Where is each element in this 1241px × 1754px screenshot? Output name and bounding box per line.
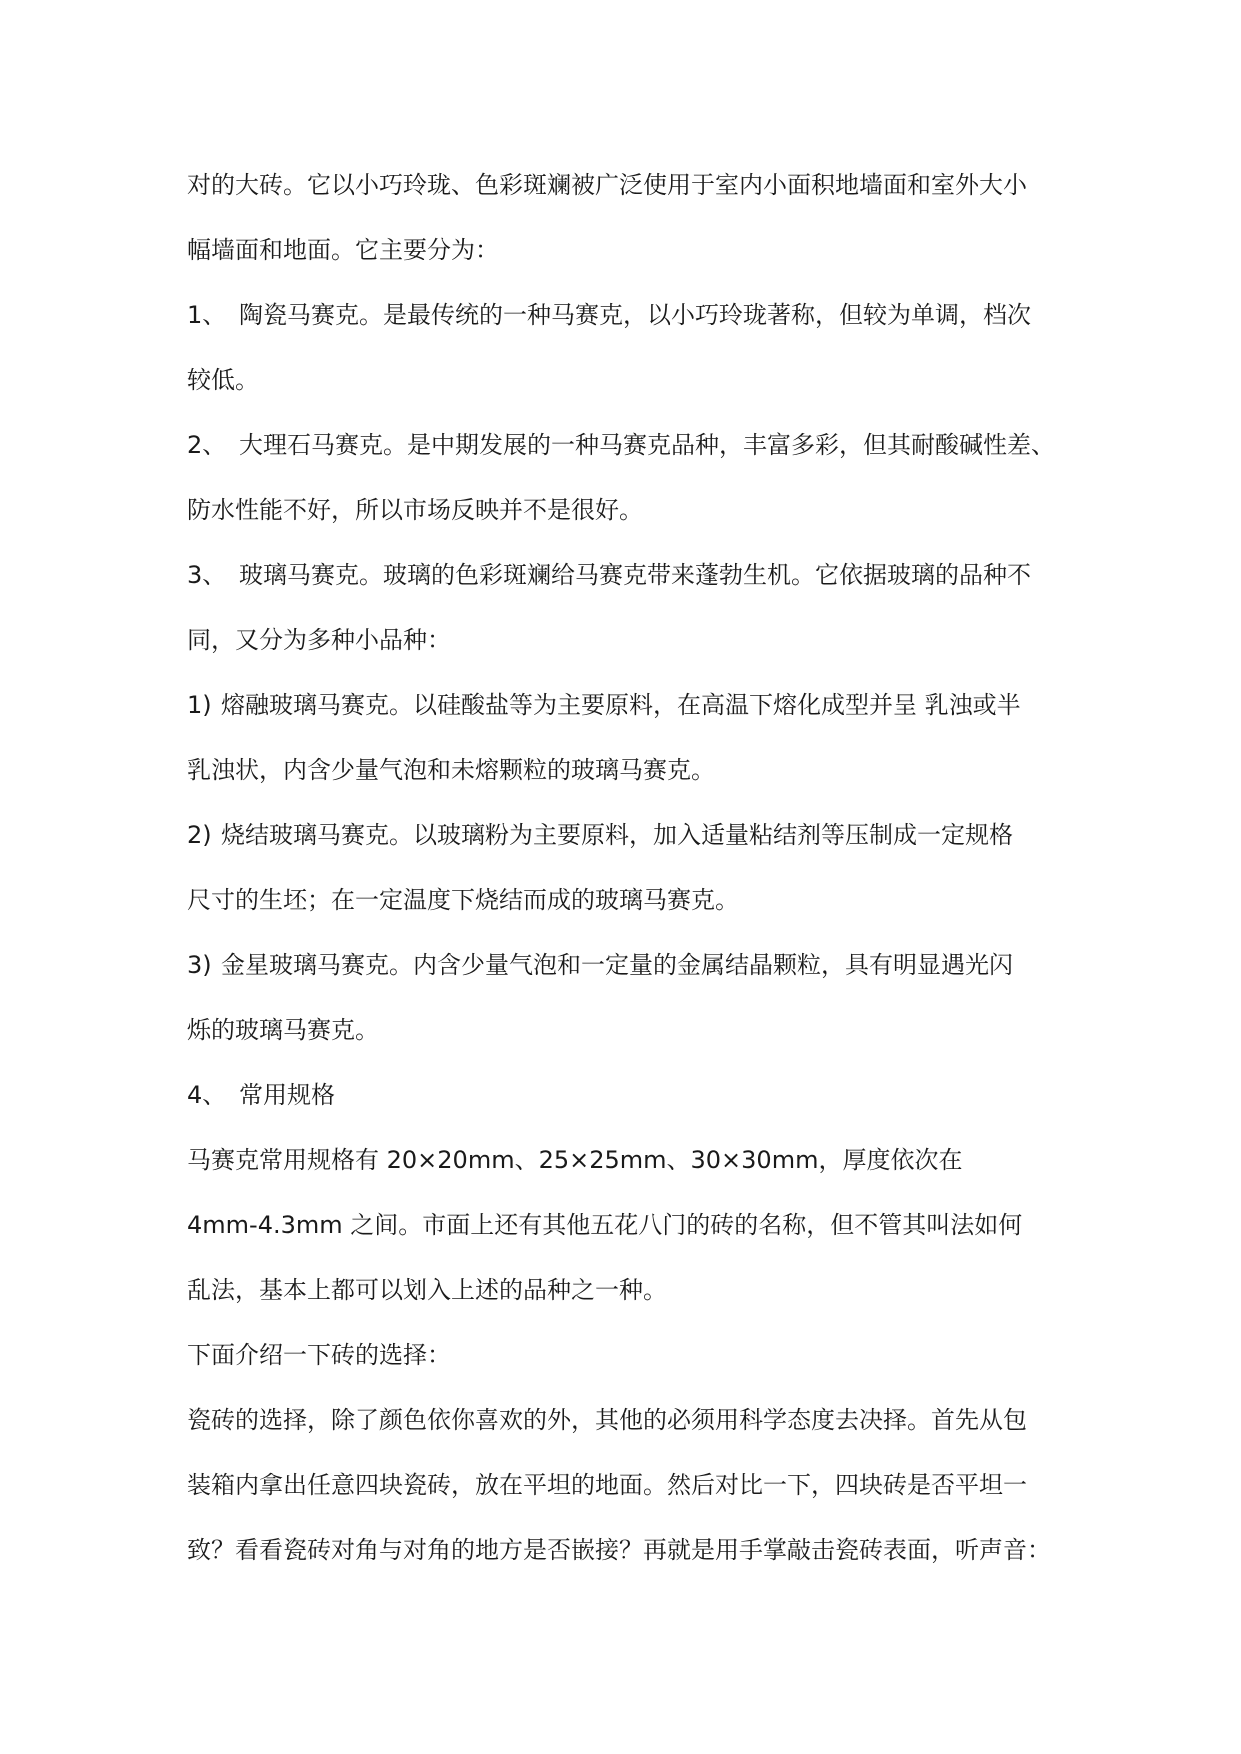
line-text: 金星玻璃马赛克。内含少量气泡和一定量的金属结晶颗粒，具有明显遇光闪 xyxy=(221,951,1013,979)
line-text: 烁的玻璃马赛克。 xyxy=(187,1016,379,1044)
line-text: 玻璃马赛克。玻璃的色彩斑斓给马赛克带来蓬勃生机。它依据玻璃的品种不 xyxy=(239,561,1031,589)
text-line xyxy=(187,1528,1067,1593)
text-line xyxy=(187,358,1067,423)
list-item xyxy=(187,423,1067,488)
line-text: 4mm-4.3mm 之间。市面上还有其他五花八门的砖的名称，但不管其叫法如何 xyxy=(187,1211,1023,1239)
list-item xyxy=(187,293,1067,358)
line-text: 陶瓷马赛克。是最传统的一种马赛克，以小巧玲珑著称，但较为单调，档次 xyxy=(239,301,1031,329)
line-text: 瓷砖的选择，除了颜色依你喜欢的外，其他的必须用科学态度去决择。首先从包 xyxy=(187,1406,1027,1434)
line-text: 尺寸的生坯；在一定温度下烧结而成的玻璃马赛克。 xyxy=(187,886,739,914)
text-line xyxy=(187,1138,1067,1203)
line-text: 马赛克常用规格有 20×20mm、25×25mm、30×30mm，厚度依次在 xyxy=(187,1146,963,1174)
list-number: 2) xyxy=(187,821,212,849)
line-text: 对的大砖。它以小巧玲珑、色彩斑斓被广泛使用于室内小面积地墙面和室外大小 xyxy=(187,171,1027,199)
line-text: 同，又分为多种小品种： xyxy=(187,626,451,654)
line-text: 防水性能不好，所以市场反映并不是很好。 xyxy=(187,496,643,524)
line-text: 乱法，基本上都可以划入上述的品种之一种。 xyxy=(187,1276,667,1304)
text-line xyxy=(187,488,1067,553)
line-text: 熔融玻璃马赛克。以硅酸盐等为主要原料，在高温下熔化成型并呈 乳浊或半 xyxy=(221,691,1021,719)
list-number: 1) xyxy=(187,691,212,719)
line-text: 大理石马赛克。是中期发展的一种马赛克品种，丰富多彩，但其耐酸碱性差、 xyxy=(239,431,1055,459)
text-line xyxy=(187,618,1067,683)
line-text: 装箱内拿出任意四块瓷砖，放在平坦的地面。然后对比一下，四块砖是否平坦一 xyxy=(187,1471,1027,1499)
line-text: 较低。 xyxy=(187,366,259,394)
line-text: 烧结玻璃马赛克。以玻璃粉为主要原料，加入适量粘结剂等压制成一定规格 xyxy=(221,821,1013,849)
list-number: 3) xyxy=(187,951,212,979)
list-item xyxy=(187,683,1067,748)
line-text: 常用规格 xyxy=(239,1081,335,1109)
line-text: 下面介绍一下砖的选择： xyxy=(187,1341,451,1369)
list-number: 1、 xyxy=(187,301,227,329)
text-line xyxy=(187,1463,1067,1528)
text-line xyxy=(187,1398,1067,1463)
text-line xyxy=(187,1008,1067,1073)
line-text: 幅墙面和地面。它主要分为： xyxy=(187,236,499,264)
line-text: 致？看看瓷砖对角与对角的地方是否嵌接？再就是用手掌敲击瓷砖表面，听声音： xyxy=(187,1536,1051,1564)
line-text: 乳浊状，内含少量气泡和未熔颗粒的玻璃马赛克。 xyxy=(187,756,715,784)
text-line xyxy=(187,1268,1067,1333)
list-number: 3、 xyxy=(187,561,227,589)
list-item xyxy=(187,1073,1067,1138)
text-line xyxy=(187,748,1067,813)
list-item xyxy=(187,813,1067,878)
text-line xyxy=(187,163,1067,228)
list-item xyxy=(187,553,1067,618)
list-item xyxy=(187,943,1067,1008)
text-line xyxy=(187,228,1067,293)
document-body xyxy=(187,163,1067,1593)
text-line xyxy=(187,1333,1067,1398)
text-line xyxy=(187,1203,1067,1268)
list-number: 4、 xyxy=(187,1081,227,1109)
list-number: 2、 xyxy=(187,431,227,459)
text-line xyxy=(187,878,1067,943)
